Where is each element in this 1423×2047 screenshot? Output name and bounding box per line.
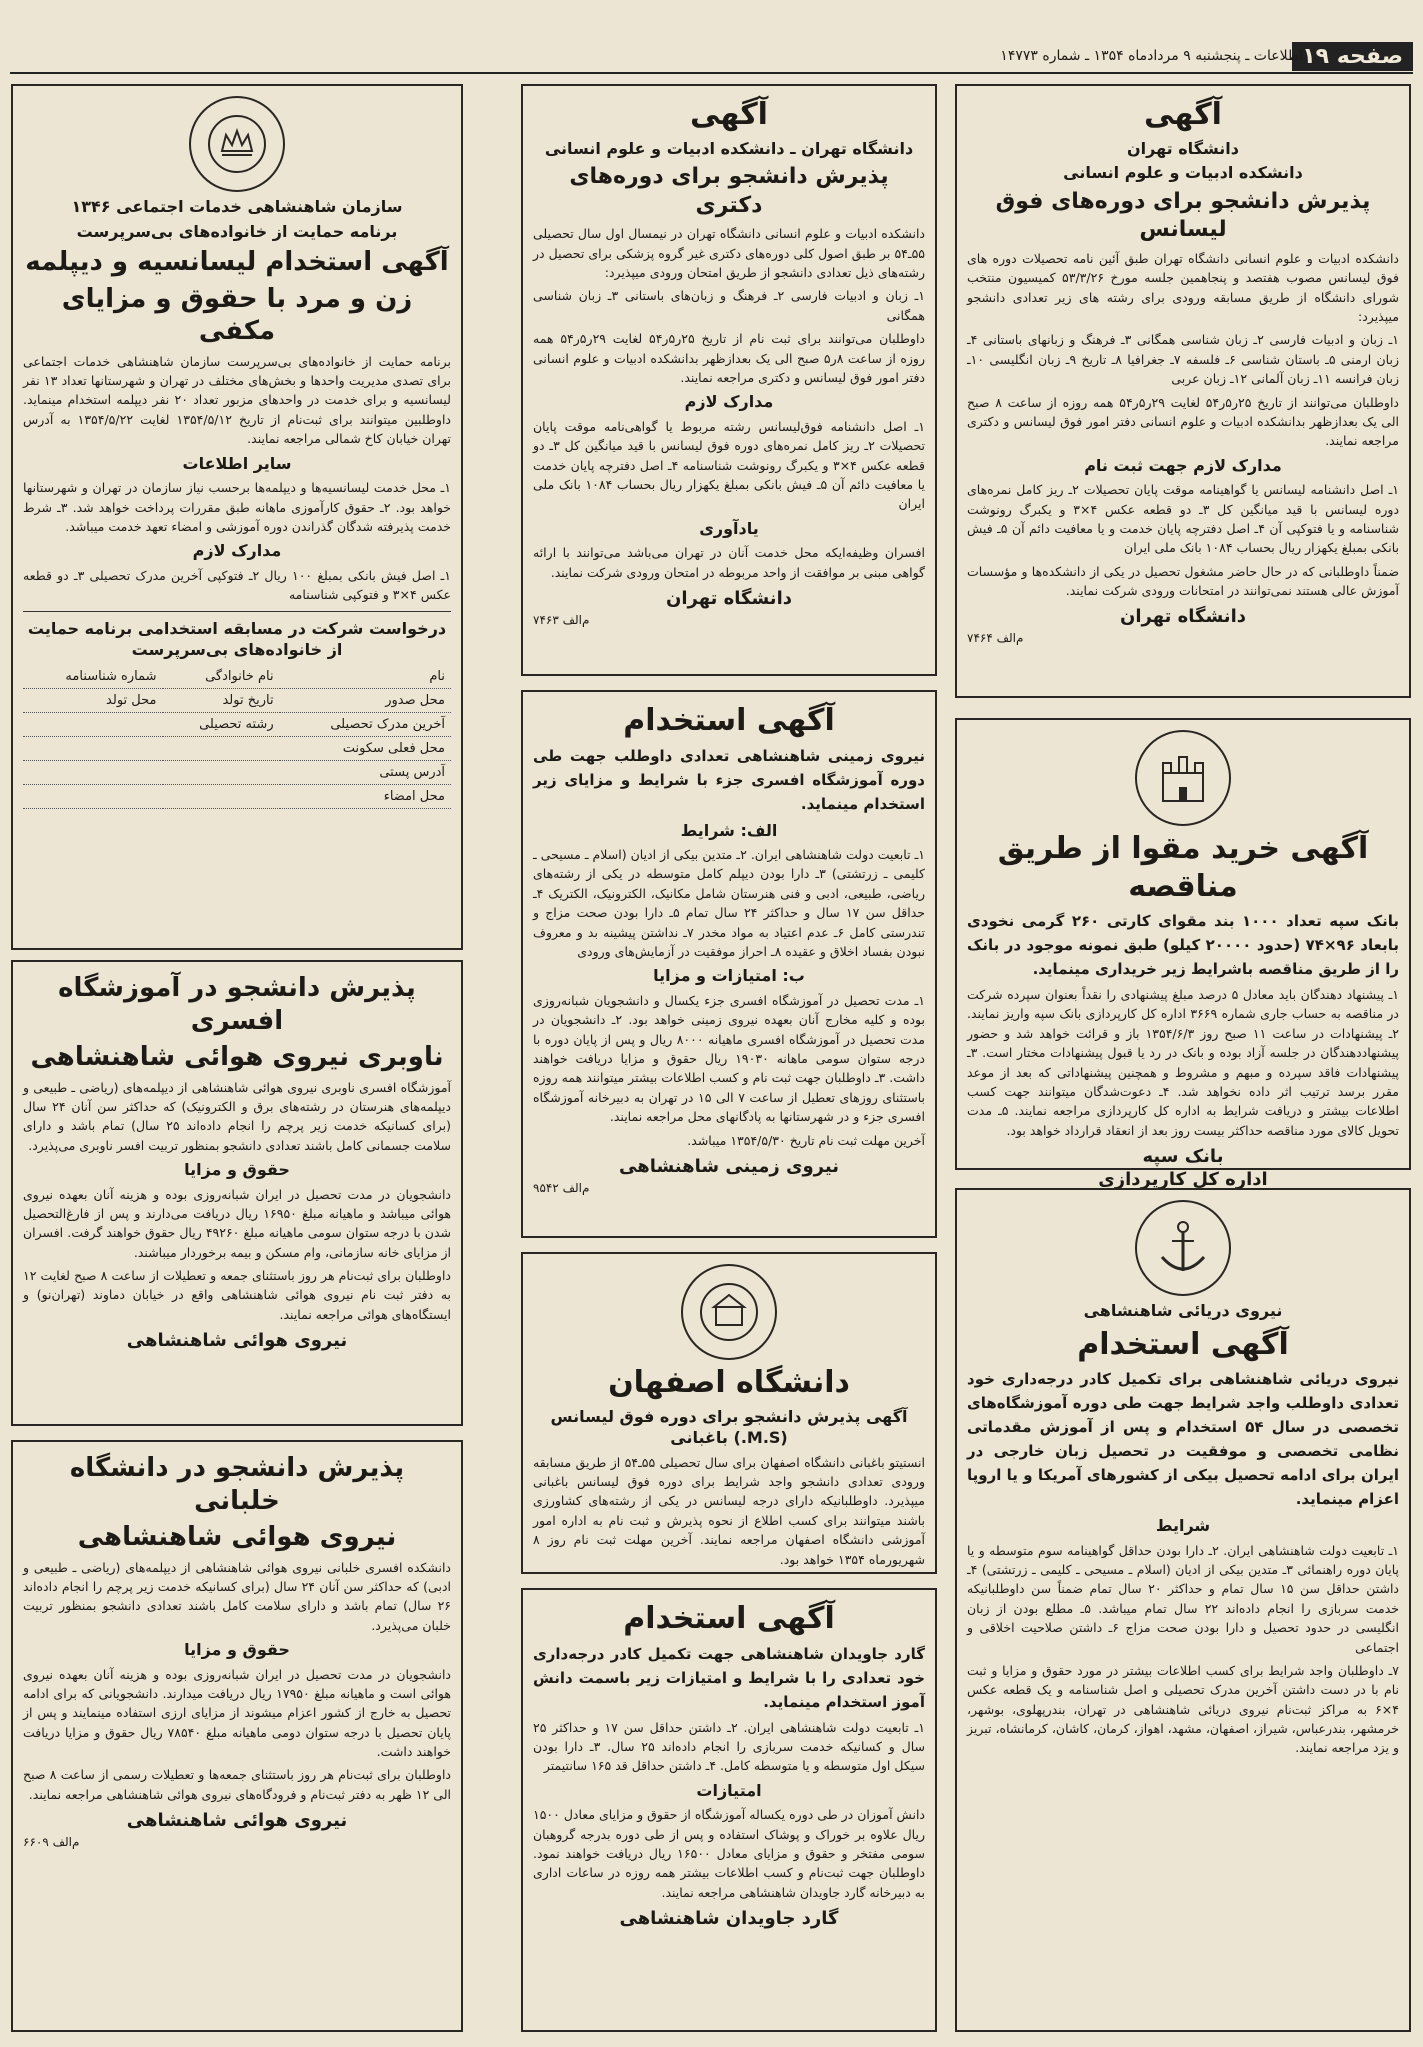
ad-navy bbox=[955, 1188, 1411, 2032]
ad-tag: آگهی bbox=[1144, 97, 1222, 132]
masthead bbox=[10, 40, 1413, 74]
conditions-list: ۱ـ تابعیت دولت شاهنشاهی ایران. ۲ـ متدین بیکی از ادیان (اسلام ـ مسیحی ـ کلیمی ـ زرتشتی) ۳ـ دارا بودن دیپلم کامل متوسطه در یکی از رشته‌های ریاضی، طبیعی، ادبی و فنی هنرستان شامل مکانیک، الکترونیک، الکتریک ۴ـ حداقل سن ۱۷ سال و حداکثر ۲۴ سال تمام ۵ـ دارا بودن صحت مزاج و تندرستی کامل ۶ـ عدم اعتیاد به مواد مخدر ۷ـ نداشتن پیشینه بد و معروف نبودن بفساد اخلاق و عقیده ۸ـ احراز موفقیت در آزمایش‌های ورودی bbox=[533, 847, 925, 959]
ad-orphans-program bbox=[11, 84, 463, 950]
ad-headline: پذیرش دانشجو در آموزشگاه افسری bbox=[58, 973, 416, 1036]
signature: نیروی هوائی شاهنشاهی bbox=[126, 1330, 348, 1352]
program-name: برنامه حمایت از خانواده‌های بی‌سرپرست bbox=[76, 221, 398, 241]
crown-seal-icon bbox=[202, 109, 272, 179]
ad-isfahan bbox=[521, 1252, 937, 1574]
ad-intro: نیروی دریائی شاهنشاهی برای تکمیل کادر درجه‌داری خود تعدادی داوطلب واجد شرایط جهت طی دوره آموزشگاه‌های تخصصی در سال ۵۴ استخدام و پس از آموزش مقدماتی نظامی تخصصی و موفقیت در تحصیل زبان خارجی در ایران برای ادامه تحصیل بیکی از کشورهای آمریکا و یا اروپا اعزام مینماید. bbox=[967, 1370, 1399, 1509]
anchor-icon bbox=[1148, 1213, 1218, 1283]
ad-intro: گارد جاویدان شاهنشاهی جهت تکمیل کادر درجه‌داری خود تعدادی را با شرایط و امتیازات زیر باسمت دانش آموز استخدام مینماید. bbox=[533, 1644, 925, 1711]
conditions-list: ۱ـ تابعیت دولت شاهنشاهی ایران. ۲ـ داشتن حداقل سن ۱۷ و حداکثر ۲۵ سال و کسانیکه خدمت سربازی را انجام داده‌اند ۲۵ سال. ۳ـ دارا بودن سیکل اول متوسطه و یا متوسطه کامل. ۴ـ داشتن حداقل قد ۱۶۵ سانتیمتر bbox=[533, 1719, 925, 1774]
benefits-title: ب: امتیازات و مزایا bbox=[653, 966, 805, 986]
ad-headline: آگهی پذیرش دانشجو برای دوره فوق لیسانس (M.S.) باغبانی bbox=[550, 1406, 908, 1448]
university-emblem bbox=[681, 1264, 777, 1360]
fields-list: ۱ـ زبان و ادبیات فارسی ۲ـ فرهنگ و زبان‌های باستانی ۳ـ زبان شناسی همگانی bbox=[533, 288, 926, 323]
ad-headline: آگهی خرید مقوا از طریق مناقصه bbox=[997, 831, 1369, 904]
registration-note: داوطلبان می‌توانند از تاریخ ۲۵ر۵ر۵۴ لغایت ۲۹ر۵ر۵۴ همه روزه از ساعت ۸ صبح الی یک بعدازظهر بدانشکده ادبیات و علوم انسانی دفتر امور فوق لیسانس و دکتری مراجعه نمایند. bbox=[967, 394, 1399, 449]
ad-air-navigator bbox=[11, 960, 463, 1426]
ad-subheadline: نیروی هوائی شاهنشاهی bbox=[77, 1522, 397, 1552]
navy-emblem bbox=[1135, 1200, 1231, 1296]
ad-ref: م‌الف ۶۶۰۹ bbox=[23, 1835, 80, 1850]
signature-department: اداره کل کارپردازی bbox=[1098, 1169, 1268, 1190]
conditions-title: الف: شرایط bbox=[680, 820, 778, 840]
form-field-birth-place: محل تولد bbox=[23, 688, 163, 712]
benefits-title: امتیازات bbox=[696, 1780, 762, 1800]
faculty-name: دانشکده ادبیات و علوم انسانی bbox=[1063, 163, 1303, 183]
ad-intro: بانک سپه تعداد ۱۰۰۰ بند مقوای کارتی ۲۶۰ گرمی نخودی بابعاد ۹۶×۷۴ (حدود ۲۰۰۰۰ کیلو) طبق نمونه موجود در بانک را از طریق مناقصه باشرایط زیر خریداری مینماید. bbox=[967, 912, 1400, 978]
form-field-id-no: شماره شناسنامه bbox=[23, 665, 163, 689]
ad-tehran-phd bbox=[521, 84, 937, 676]
signature: دانشگاه تهران bbox=[1120, 606, 1246, 628]
bank-emblem bbox=[1135, 730, 1231, 826]
org-name: دانشگاه تهران ـ دانشکده ادبیات و علوم انسانی bbox=[544, 138, 914, 158]
form-field-issue-place: محل صدور bbox=[280, 688, 451, 712]
ad-body: دانشکده افسری خلبانی نیروی هوائی شاهنشاهی از دیپلمه‌های (ریاضی ـ طبیعی و ادبی) که حداکثر سن آنان ۲۴ سال (برای کسانیکه خدمت زیر پرچم را انجام داده‌اند ۲۶ سال) تمام باشد و دارای سلامت کامل باشند تعدادی دانشجو بمنظور تربیت خلبان می‌پذیرد. bbox=[23, 1559, 451, 1633]
fields-list: ۱ـ زبان و ادبیات فارسی ۲ـ زبان شناسی همگانی ۳ـ فرهنگ و زبانهای باستانی ۴ـ زبان ارمنی ۵ـ باستان شناسی ۶ـ فلسفه ۷ـ جغرافیا ۸ـ تاریخ ۹ـ زبان انگلیسی ۱۰ـ زبان فرانسه ۱۱ـ زبان آلمانی ۱۲ـ زبان عربی bbox=[967, 332, 1399, 387]
ad-guard bbox=[521, 1588, 937, 2032]
org-name: دانشگاه تهران bbox=[1127, 138, 1239, 158]
benefits-list: ۱ـ مدت تحصیل در آموزشگاه افسری جزء یکسال و دانشجویان شبانه‌روزی بوده و کلیه مخارج آنان بعهده نیروی زمینی خواهد بود. ۲ـ دانشجویان در مدت تحصیل در آموزشگاه افسری ماهیانه ۸۰۰۰ ریال و پس از پایان دوره با درجه ستوان سومی ماهانه ۱۹۰۳۰ ریال حقوق و مزایا دریافت خواهند داشت. ۳ـ داوطلبان جهت ثبت نام و کسب اطلاعات بیشتر میتوانند همه روزه باستثنای روزهای تعطیل از ساعت ۷ الی ۱۵ در تهران به دبیرخانه آموزشگاه افسری جزء و در شهرستانها به پادگانهای محل مراجعه نمایند. bbox=[533, 992, 925, 1125]
registration-note: داوطلبان برای ثبت‌نام هر روز باستثنای جمعه و تعطیلات از ساعت ۸ صبح لغایت ۱۲ به دفتر ثبت نام نیروی هوائی شاهنشاهی واقع در خیابان دماوند (تهران‌نو) و ایستگاه‌های هوائی مراجعه نمایند. bbox=[23, 1268, 451, 1322]
form-field-address: آدرس پستی bbox=[23, 760, 451, 784]
footer-note: ضمناً داوطلبانی که در حال حاضر مشغول تحصیل در یکی از دانشکده‌ها و مؤسسات آموزش عالی هستند نمی‌توانند در امتحانات ورودی شرکت نمایند. bbox=[967, 563, 1399, 599]
deadline: آخرین مهلت ثبت نام تاریخ ۱۳۵۴/۵/۳۰ میباشد. bbox=[687, 1132, 925, 1148]
docs-title: مدارک لازم bbox=[684, 392, 774, 412]
form-field-signature: محل امضاء bbox=[23, 784, 451, 808]
conditions-title: شرایط bbox=[1155, 1516, 1211, 1536]
dateline: اطلاعات ـ پنجشنبه ۹ مردادماه ۱۳۵۴ ـ شماره ۱۴۷۷۳ bbox=[1000, 48, 1303, 64]
ad-body: آموزشگاه افسری ناوبری نیروی هوائی شاهنشاهی از دیپلمه‌های (ریاضی ـ طبیعی و دیپلمه‌های هنرستان در رشته‌های برق و الکترونیک) که حداکثر سن آنان ۲۴ سال (برای کسانیکه خدمت زیر پرچم را انجام داده‌اند ۲۵ سال) تمام باشد و دارای سلامت جسمانی کامل باشند تعدادی دانشجو بمنظور تربیت افسر ناوبری می‌پذیرد. bbox=[23, 1079, 451, 1153]
page-number: صفحه ۱۹ bbox=[1292, 42, 1413, 71]
signature: دانشگاه تهران bbox=[666, 588, 792, 610]
divider bbox=[23, 611, 451, 612]
ad-headline: پذیرش دانشجو برای دوره‌های دکتری bbox=[569, 164, 889, 218]
ad-subheadline: ناوبری نیروی هوائی شاهنشاهی bbox=[30, 1042, 444, 1072]
ad-headline: پذیرش دانشجو برای دوره‌های فوق لیسانس bbox=[995, 188, 1371, 243]
ad-body: انستیتو باغبانی دانشگاه اصفهان برای سال تحصیلی ۵۵ـ۵۴ از طریق مسابقه ورودی تعدادی دانشجو واجد شرایط برای دوره فوق لیسانس باغبانی میپذیرد. داوطلبانیکه دارای درجه لیسانس در یکی از رشته‌های کشاورزی باشند میتوانند برای کسب اطلاع از نحوه پذیرش و ثبت نام به اداره امور آموزشی دانشگاه اصفهان مراجعه نمایند. آخرین مهلت ثبت نام روز ۸ شهریورماه ۱۳۵۴ خواهد بود. bbox=[533, 1454, 926, 1567]
ad-ref: م‌الف ۷۴۶۴ bbox=[967, 631, 1024, 646]
ad-ref: م‌الف ۹۵۴۲ bbox=[533, 1180, 590, 1195]
docs-title: مدارک لازم جهت ثبت نام bbox=[1084, 455, 1282, 475]
conditions-list: ۱ـ محل خدمت لیسانسیه‌ها و دیپلمه‌ها برحسب نیاز سازمان در تهران و شهرستانها خواهد بود. ۲ـ حقوق کارآموزی ماهانه طبق مقررات پرداخت خواهد شد. ۳ـ شرط خدمت پذیرفته شدگان گذراندن دوره آموزشی و امضاء تعهد خدمت میباشد. bbox=[23, 480, 452, 534]
ad-bank-tender bbox=[955, 718, 1411, 1190]
form-field-family: نام خانوادگی bbox=[163, 665, 280, 689]
ad-body: دانشکده ادبیات و علوم انسانی دانشگاه تهران طبق آئین نامه تحصیلات دوره های فوق لیسانس مصوب هفتصد و پنجاهمین جلسه مورخ ۵۳/۳/۲۶ کمیسیون منتخب شورای دانشگاه از طریق مسابقه ورودی برای رشته های زیر تعدادی دانشجو میپذیرد: bbox=[967, 250, 1399, 324]
registration-note: ۷ـ داوطلبان واجد شرایط برای کسب اطلاعات بیشتر در مورد حقوق و مزایا و ثبت نام با در دست داشتن آخرین مدرک تحصیلی و اصل شناسنامه و یک قطعه عکس ۴×۶ به مراکز ثبت‌نام نیروی دریائی شاهنشاهی در تهران، بندرپهلوی، بوشهر، خرمشهر، بندرعباس، شیراز، اصفهان، مشهد، اهواز، کرمان، کاشان، کرمانشاه، تبریز و یزد مراجعه نمایند. bbox=[967, 1662, 1399, 1756]
ad-tag: آگهی bbox=[690, 97, 768, 132]
tender-terms: ۱ـ پیشنهاد دهندگان باید معادل ۵ درصد مبلغ پیشنهادی را نقداً بعنوان سپرده شرکت در مناقصه به حساب جاری شماره ۳۶۶۹ اداره کل کارپردازی بانک سپه واریز نمایند. ۲ـ پیشنهادات در ساعت ۱۱ صبح روز ۱۳۵۴/۶/۳ باز و قرائت خواهد شد و حضور پیشنهاددهندگان در جلسه آزاد بوده و بانک در رد یا قبول پیشنهادات مختار است. ۳ـ پیشنهادات فاقد سپرده و مبهم و مشروط و همچنین پیشنهاداتی که بعد از موعد مقرر برسد ترتیب اثر داده نخواهد شد. ۴ـ دعوت‌شدگان میتوانند جهت کسب اطلاعات بیشتر و دریافت شرایط به اداره کل کارپردازی مراجعه نمایند. ۵ـ مدت تحویل کالای مورد مناقصه حداکثر بیست روز بعد از انعقاد قرارداد خواهد بود. bbox=[967, 987, 1400, 1138]
signature: نیروی هوائی شاهنشاهی bbox=[126, 1810, 348, 1832]
registration-note: داوطلبان برای ثبت‌نام هر روز باستثنای جمعه‌ها و تعطیلات رسمی از ساعت ۸ صبح الی ۱۲ ظهر به دفتر ثبت‌نام و فرودگاه‌های نیروی هوائی شاهنشاهی مراجعه نمایند. bbox=[23, 1767, 451, 1802]
emblem-caption: نیروی دریائی شاهنشاهی bbox=[1083, 1301, 1283, 1320]
benefits-list: دانش آموزان در طی دوره یکساله آموزشگاه از حقوق و مزایای معادل ۱۵۰۰ ریال علاوه بر خوراک و پوشاک استفاده و پس از طی دوره بدرجه گروهبان سومی مفتخر و حقوق و مزایای معادل ۱۶۵۰۰ ریال دریافت خواهند نمود. داوطلبان جهت ثبت‌نام و کسب اطلاعات بیشتر همه روزه در ساعات اداری به دبیرخانه گارد جاویدان شاهنشاهی مراجعه نمایند. bbox=[533, 1807, 925, 1900]
signature-bank: بانک سپه bbox=[1142, 1146, 1224, 1167]
form-title: درخواست شرکت در مسابقه استخدامی برنامه حمایت از خانواده‌های بی‌سرپرست bbox=[27, 618, 447, 660]
benefits-title: حقوق و مزایا bbox=[184, 1160, 290, 1179]
docs-list: ۱ـ اصل فیش بانکی بمبلغ ۱۰۰ ریال ۲ـ فتوکپی آخرین مدرک تحصیلی ۳ـ دو قطعه عکس ۴×۳ و فتوکپی شناسنامه bbox=[23, 567, 451, 603]
ad-tag: آگهی استخدام bbox=[623, 703, 835, 738]
form-field-birth-date: تاریخ تولد bbox=[163, 688, 280, 712]
docs-title: مدارک لازم bbox=[192, 541, 282, 561]
ad-body: دانشکده ادبیات و علوم انسانی دانشگاه تهران در نیمسال اول سال تحصیلی ۵۵ـ۵۴ بر طبق اصول کلی دوره‌های دکتری غیر گروه پزشکی برای تحصیل در رشته‌های ذیل تعدادی دانشجو از طریق امتحان ورودی میپذیرد: bbox=[533, 226, 925, 281]
docs-list: ۱ـ اصل دانشنامه فوق‌لیسانس رشته مربوط یا گواهی‌نامه موقت پایان تحصیلات ۲ـ ریز کامل نمره‌های دوره فوق لیسانس با قید میانگین کل ۳ـ دو قطعه عکس ۴×۳ و یکبرگ رونوشت شناسنامه ۴ـ اصل دفترچه پایان خدمت یا معافیت دائم آن ۵ـ فیش بانکی بمبلغ یکهزار ریال بحساب ۱۰۸۴ بانک ملی ایران bbox=[533, 418, 926, 512]
organization-emblem bbox=[189, 96, 285, 192]
conditions-title: سایر اطلاعات bbox=[182, 453, 292, 473]
form-field-major: رشته تحصیلی bbox=[163, 712, 280, 736]
form-field-last-degree: آخرین مدرک تحصیلی bbox=[280, 712, 451, 736]
ad-tag: آگهی استخدام bbox=[623, 1601, 835, 1636]
university-seal-icon bbox=[694, 1277, 764, 1347]
reminder-text: افسران وظیفه‌ایکه محل خدمت آنان در تهران می‌باشد می‌توانند با ارائه گواهی مبنی بر موافقت از واحد مربوطه در امتحان ورودی شرکت نمایند. bbox=[533, 545, 925, 580]
university-name: دانشگاه اصفهان bbox=[608, 1365, 850, 1400]
benefits-list: دانشجویان در مدت تحصیل در ایران شبانه‌روزی بوده و هزینه آنان بعهده نیروی هوائی میباشد و ماهیانه مبلغ ۱۶۹۵۰ ریال دریافت می‌دارند و پس از فارغ‌التحصیل شدن با درجه ستوان سومی ماهیانه مبلغ ۴۹۲۶۰ ریال حقوق خواهند گرفت. افسران از مزایای خانه سازمانی، وام مسکن و بیمه برخوردار میباشند. bbox=[23, 1186, 452, 1260]
ad-tag: آگهی استخدام bbox=[1077, 1326, 1289, 1362]
form-field-current-residence: محل فعلی سکونت bbox=[23, 736, 451, 760]
ad-tehran-ma bbox=[955, 84, 1411, 698]
reminder-title: یادآوری bbox=[699, 518, 759, 538]
ad-subheadline: زن و مرد با حقوق و مزایای مکفی bbox=[61, 283, 413, 347]
ad-pilot-university bbox=[11, 1440, 463, 2032]
benefits-title: حقوق و مزایا bbox=[184, 1640, 290, 1659]
ad-ref: م‌الف ۷۴۶۳ bbox=[533, 613, 590, 628]
ad-body: برنامه حمایت از خانواده‌های بی‌سرپرست سازمان شاهنشاهی خدمات اجتماعی برای تصدی مدیریت واحدها و بخش‌های مختلف در تهران و شهرستانها تعداد ۱۳ نفر لیسانسیه و برای خدمت در واحدهای مزبور تعداد ۲۰ نفر دیپلمه استخدام مینماید. داوطلبین میتوانند برای ثبت‌نام از تاریخ ۱۳۵۴/۵/۱۲ لغایت ۱۳۵۴/۵/۲۲ به آدرس تهران خیابان کاخ شمالی مراجعه نمایند. bbox=[23, 353, 451, 447]
benefits-list: دانشجویان در مدت تحصیل در ایران شبانه‌روزی بوده و هزینه آنان بعهده نیروی هوائی است و ماهیانه مبلغ ۱۷۹۵۰ ریال دریافت میدارند. دانشجویانی که برای ادامه تحصیل به خارج از کشور اعزام میشوند از مزایای ارزی استفاده مینمایند و پس از پایان تحصیل با درجه ستوان دومی ماهیانه مبلغ ۷۸۵۴۰ ریال حقوق و مزایا دریافت خواهند داشت. bbox=[23, 1666, 451, 1760]
castle-icon bbox=[1148, 743, 1218, 813]
ad-intro: نیروی زمینی شاهنشاهی تعدادی داوطلب جهت طی دوره آموزشگاه افسری جزء با شرایط و مزایای زیر استخدام مینماید. bbox=[533, 746, 925, 813]
form-field-name: نام bbox=[280, 665, 451, 689]
signature: گارد جاویدان شاهنشاهی bbox=[619, 1908, 839, 1930]
registration-note: داوطلبان می‌توانند برای ثبت نام از تاریخ ۲۵ر۵ر۵۴ لغایت ۲۹ر۵ر۵۴ همه روزه از ساعت ۸ر۵ صبح الی یک بعدازظهر بدانشکده ادبیات و علوم انسانی دفتر امور فوق لیسانس و دکتری مراجعه نمایند. bbox=[533, 331, 926, 385]
application-form bbox=[23, 665, 451, 809]
docs-list: ۱ـ اصل دانشنامه لیسانس یا گواهینامه موقت پایان تحصیلات ۲ـ ریز کامل نمره‌های دوره لیسانس با قید میانگین کل ۳ـ دو قطعه عکس ۴×۳ و یکبرگ رونوشت شناسنامه و یا فتوکپی آن ۴ـ اصل دفترچه پایان خدمت و یا معافیت دائم آن ۵ـ فیش بانکی بمبلغ یکهزار ریال بحساب ۱۰۸۴ بانک ملی ایران bbox=[967, 482, 1400, 556]
signature: نیروی زمینی شاهنشاهی bbox=[619, 1155, 839, 1177]
conditions-list: ۱ـ تابعیت دولت شاهنشاهی ایران. ۲ـ دارا بودن حداقل گواهینامه سوم متوسطه و یا پایان دوره راهنمائی ۳ـ متدین بیکی از ادیان (اسلام ـ مسیحی ـ کلیمی ـ زرتشتی) ۴ـ داشتن حداقل سن ۱۵ سال تمام و حداکثر ۲۰ سال تمام ضمناً سن داوطلبانیکه خدمت سربازی را انجام داده‌اند ۲۲ سال تمام میباشد. ۵ـ مطلع بودن از زبان انگلیسی در حدود تحصیل و دارا بودن صحت مزاج ۶ـ داشتن صلاحیت اخلاقی و اجتماعی bbox=[967, 1542, 1399, 1655]
emblem-caption: سازمان شاهنشاهی خدمات اجتماعی ۱۳۴۶ bbox=[71, 197, 403, 216]
ad-headline: پذیرش دانشجو در دانشگاه خلبانی bbox=[69, 1453, 405, 1516]
ad-headline: آگهی استخدام لیسانسیه و دیپلمه bbox=[25, 247, 449, 278]
ad-army bbox=[521, 690, 937, 1238]
